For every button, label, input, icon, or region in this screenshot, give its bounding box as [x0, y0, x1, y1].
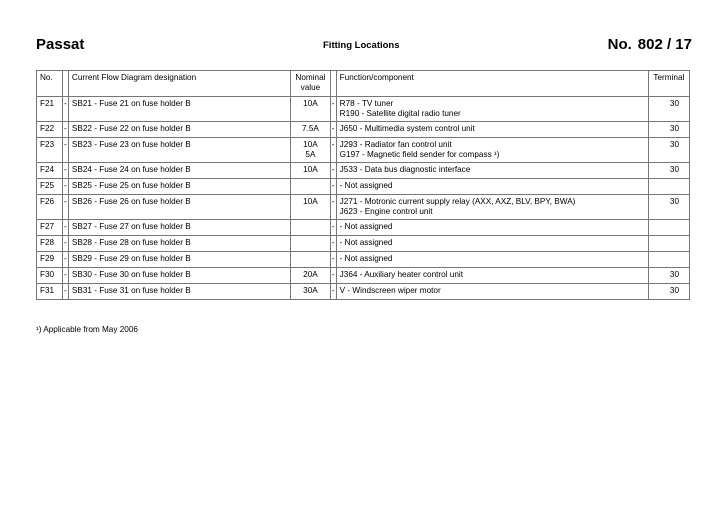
terminal-value: 30	[648, 284, 689, 300]
separator-dash: -	[62, 195, 68, 220]
fuse-designation: SB21 - Fuse 21 on fuse holder B	[68, 97, 290, 122]
fuse-designation: SB28 - Fuse 28 on fuse holder B	[68, 236, 290, 252]
nominal-value	[291, 252, 330, 268]
terminal-value	[648, 179, 689, 195]
nominal-value-line: 10A	[303, 165, 318, 174]
column-header-terminal: Terminal	[648, 71, 689, 97]
fuse-designation: SB23 - Fuse 23 on fuse holder B	[68, 138, 290, 163]
table-row	[37, 122, 690, 138]
fuse-number: F31	[37, 284, 63, 300]
nominal-value	[291, 97, 330, 122]
nominal-value	[291, 195, 330, 220]
terminal-value: 30	[648, 163, 689, 179]
nominal-value	[291, 179, 330, 195]
separator-dash: -	[62, 284, 68, 300]
fuse-number: F29	[37, 252, 63, 268]
table-row	[37, 236, 690, 252]
separator-dash: -	[330, 97, 336, 122]
nominal-value-line: 30A	[303, 286, 318, 295]
terminal-value	[648, 252, 689, 268]
document-number	[608, 36, 692, 53]
nominal-value-line: 20A	[303, 270, 318, 279]
table-row	[37, 179, 690, 195]
separator-dash: -	[330, 236, 336, 252]
table-header-row	[37, 71, 690, 97]
table-row	[37, 195, 690, 220]
separator-dash: -	[330, 179, 336, 195]
fuse-number: F28	[37, 236, 63, 252]
function-component-line: R190 - Satellite digital radio tuner	[339, 109, 461, 118]
fuse-designation: SB29 - Fuse 29 on fuse holder B	[68, 252, 290, 268]
separator-dash: -	[62, 236, 68, 252]
nominal-value-line: 10A	[303, 99, 318, 108]
function-component	[336, 122, 648, 138]
page-title: Fitting Locations	[323, 40, 400, 51]
nominal-value	[291, 122, 330, 138]
fuse-table	[36, 70, 690, 300]
function-component	[336, 97, 648, 122]
separator-dash: -	[62, 220, 68, 236]
separator-dash: -	[62, 268, 68, 284]
document-number-value: 802 / 17	[637, 36, 692, 53]
separator-dash: -	[62, 138, 68, 163]
nominal-value-line: 7.5A	[302, 124, 319, 133]
function-component-line: J650 - Multimedia system control unit	[339, 124, 475, 133]
footnote-marker: ¹)	[36, 325, 42, 334]
fuse-number: F30	[37, 268, 63, 284]
fuse-designation: SB27 - Fuse 27 on fuse holder B	[68, 220, 290, 236]
nominal-value	[291, 236, 330, 252]
fuse-number: F25	[37, 179, 63, 195]
function-component	[336, 195, 648, 220]
function-component-line: J293 - Radiator fan control unit	[339, 140, 452, 149]
function-component-line: V - Windscreen wiper motor	[339, 286, 441, 295]
function-component-line: - Not assigned	[339, 238, 393, 247]
fuse-designation: SB25 - Fuse 25 on fuse holder B	[68, 179, 290, 195]
separator-dash: -	[62, 97, 68, 122]
nominal-value	[291, 138, 330, 163]
table-row	[37, 138, 690, 163]
function-component	[336, 220, 648, 236]
function-component	[336, 138, 648, 163]
function-component-line: G197 - Magnetic field sender for compass ¹)	[339, 150, 500, 159]
function-component-line: J364 - Auxiliary heater control unit	[339, 270, 464, 279]
table-row	[37, 252, 690, 268]
terminal-value	[648, 236, 689, 252]
table-row	[37, 284, 690, 300]
function-component-line: J623 - Engine control unit	[339, 207, 433, 216]
function-component	[336, 236, 648, 252]
terminal-value: 30	[648, 268, 689, 284]
terminal-value: 30	[648, 122, 689, 138]
function-component	[336, 163, 648, 179]
table-row	[37, 163, 690, 179]
function-component	[336, 252, 648, 268]
separator-dash: -	[62, 179, 68, 195]
nominal-value	[291, 284, 330, 300]
footnote	[36, 325, 138, 334]
column-header-no: No.	[37, 71, 63, 97]
terminal-value: 30	[648, 195, 689, 220]
function-component-line: R78 - TV tuner	[339, 99, 394, 108]
column-header-nominal: Nominal value	[291, 71, 330, 97]
nominal-value	[291, 163, 330, 179]
page-header	[36, 36, 692, 58]
separator-dash: -	[330, 268, 336, 284]
nominal-value-line: 10A	[303, 140, 318, 149]
separator-dash: -	[330, 163, 336, 179]
column-header-function: Function/component	[336, 71, 648, 97]
separator-dash: -	[330, 122, 336, 138]
fuse-designation: SB22 - Fuse 22 on fuse holder B	[68, 122, 290, 138]
separator-dash: -	[62, 252, 68, 268]
nominal-value	[291, 220, 330, 236]
fuse-number: F27	[37, 220, 63, 236]
fuse-number: F22	[37, 122, 63, 138]
terminal-value: 30	[648, 138, 689, 163]
document-number-label: No.	[607, 36, 632, 53]
terminal-value	[648, 220, 689, 236]
separator-dash: -	[330, 195, 336, 220]
fuse-table-body	[37, 97, 690, 300]
fuse-number: F21	[37, 97, 63, 122]
nominal-value-line: 10A	[303, 197, 318, 206]
function-component-line: J271 - Motronic current supply relay (AXX, AXZ, BLV, BPY, BWA)	[339, 197, 576, 206]
function-component-line: - Not assigned	[339, 254, 393, 263]
fuse-number: F26	[37, 195, 63, 220]
separator-dash: -	[62, 122, 68, 138]
separator-dash: -	[330, 220, 336, 236]
table-row	[37, 220, 690, 236]
separator-dash: -	[330, 138, 336, 163]
table-row	[37, 97, 690, 122]
fuse-designation: SB26 - Fuse 26 on fuse holder B	[68, 195, 290, 220]
function-component	[336, 179, 648, 195]
column-header-designation: Current Flow Diagram designation	[68, 71, 290, 97]
table-row	[37, 268, 690, 284]
footnote-text: Applicable from May 2006	[43, 325, 138, 334]
separator-dash: -	[330, 252, 336, 268]
nominal-value	[291, 268, 330, 284]
fuse-number: F23	[37, 138, 63, 163]
vehicle-model: Passat	[36, 36, 85, 53]
function-component-line: J533 - Data bus diagnostic interface	[339, 165, 471, 174]
function-component	[336, 284, 648, 300]
fuse-designation: SB24 - Fuse 24 on fuse holder B	[68, 163, 290, 179]
function-component-line: - Not assigned	[339, 222, 393, 231]
fuse-designation: SB31 - Fuse 31 on fuse holder B	[68, 284, 290, 300]
function-component-line: - Not assigned	[339, 181, 393, 190]
separator-dash: -	[330, 284, 336, 300]
separator-dash: -	[62, 163, 68, 179]
nominal-value-line: 5A	[305, 150, 316, 159]
fuse-designation: SB30 - Fuse 30 on fuse holder B	[68, 268, 290, 284]
function-component	[336, 268, 648, 284]
terminal-value: 30	[648, 97, 689, 122]
fuse-number: F24	[37, 163, 63, 179]
